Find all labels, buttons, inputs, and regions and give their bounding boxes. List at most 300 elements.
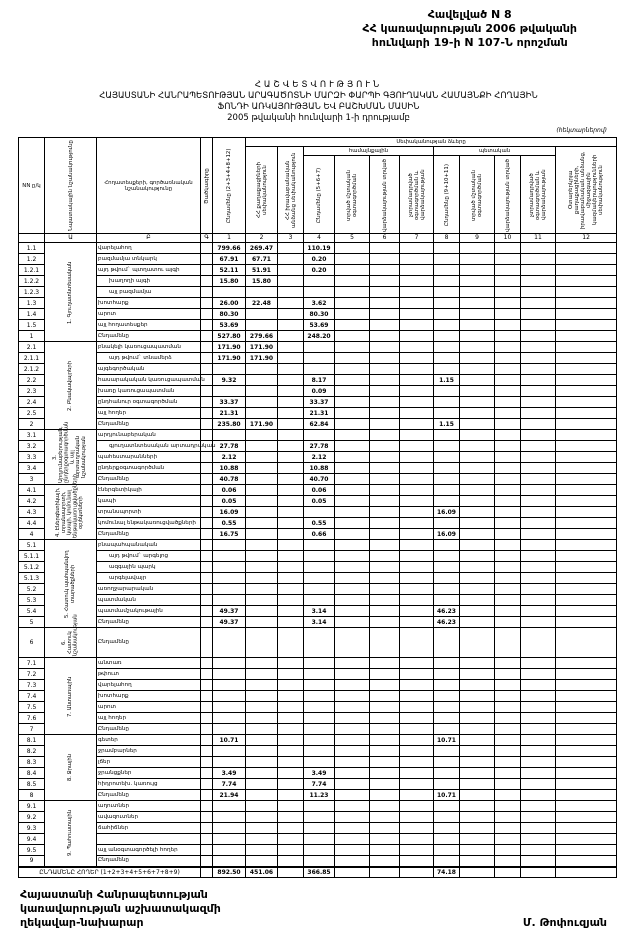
value-col-3	[278, 496, 304, 507]
value-col-2	[246, 823, 278, 834]
value-col-4	[304, 507, 335, 518]
value-col-10	[495, 628, 521, 658]
value-col-12	[556, 834, 617, 845]
value-col-10	[495, 386, 521, 397]
value-col-1	[213, 845, 246, 856]
value-col-5	[335, 724, 370, 735]
value-col-1	[213, 834, 246, 845]
value-col-12	[556, 430, 617, 441]
value-col-1	[213, 823, 246, 834]
value-col-12	[556, 463, 617, 474]
land-type-name	[97, 834, 201, 845]
table-row	[19, 768, 617, 779]
value-col-7	[400, 584, 434, 595]
value-col-2: 171.90	[246, 342, 278, 353]
value-col-9	[460, 276, 495, 287]
value-col-3	[278, 834, 304, 845]
land-type-name: անտառ	[97, 658, 201, 669]
value-col-10	[495, 364, 521, 375]
value-col-2	[246, 551, 278, 562]
row-number: 9.4	[19, 834, 45, 845]
value-col-8	[434, 768, 460, 779]
value-col-2	[246, 320, 278, 331]
value-col-7	[400, 779, 434, 790]
value-col-6	[370, 243, 400, 254]
value-col-2	[246, 658, 278, 669]
value-col-8	[434, 353, 460, 364]
value-col-9	[460, 735, 495, 746]
value-col-11	[521, 397, 556, 408]
value-col-8	[434, 658, 460, 669]
land-type-name: կոմունալ ենթակառուցվածքների	[97, 518, 201, 529]
value-col-8	[434, 298, 460, 309]
value-col-7	[400, 430, 434, 441]
value-col-3	[278, 713, 304, 724]
value-col-2: 15.80	[246, 276, 278, 287]
value-col-10	[495, 485, 521, 496]
value-col-3	[278, 845, 304, 856]
value-col-2: 171.90	[246, 353, 278, 364]
table-row	[19, 243, 617, 254]
table-row	[19, 298, 617, 309]
table-row	[19, 779, 617, 790]
value-col-5	[335, 397, 370, 408]
column-index	[19, 234, 45, 243]
title-line: ՀԱՅԱՍՏԱՆԻ ՀԱՆՐԱՊԵՏՈՒԹՅԱՆ ԱՐԱԳԱԾՈՏՆԻ ՄԱՐԶԻ ՓԱՐՊԻ ԳՅՈՒՂԱԿԱՆ ՀԱՄԱՅՆՔԻ ՀՈՂԱՅԻՆ	[99, 91, 538, 101]
value-col-1: 9.32	[213, 375, 246, 386]
value-col-8	[434, 757, 460, 768]
land-type-name: արդյունաբերական	[97, 430, 201, 441]
value-col-10	[495, 746, 521, 757]
value-col-11	[521, 243, 556, 254]
value-col-9	[460, 243, 495, 254]
value-col-8	[434, 628, 460, 658]
value-col-11	[521, 419, 556, 430]
value-col-3	[278, 779, 304, 790]
value-col-7	[400, 790, 434, 801]
value-col-4: 80.30	[304, 309, 335, 320]
land-type-name: Ընդամենը	[97, 331, 201, 342]
header-c2-text: ՀՀ քաղաքացիների սեփականություն	[255, 162, 268, 218]
value-col-11	[521, 507, 556, 518]
value-col-5	[335, 375, 370, 386]
code-cell	[201, 397, 213, 408]
value-col-10	[495, 691, 521, 702]
group-label	[45, 243, 97, 342]
value-col-1	[213, 812, 246, 823]
value-col-3	[278, 628, 304, 658]
value-col-10	[495, 595, 521, 606]
value-col-7	[400, 287, 434, 298]
value-col-8	[434, 573, 460, 584]
value-col-5	[335, 834, 370, 845]
value-col-1: 21.31	[213, 408, 246, 419]
group-label	[45, 658, 97, 735]
value-col-11	[521, 540, 556, 551]
value-col-6	[370, 452, 400, 463]
value-col-4	[304, 691, 335, 702]
header-ownership	[246, 138, 617, 147]
value-col-10	[495, 856, 521, 867]
code-cell	[201, 419, 213, 430]
value-col-2	[246, 845, 278, 856]
value-col-9	[460, 518, 495, 529]
row-number: 4	[19, 529, 45, 540]
header-c3	[278, 147, 304, 234]
value-col-11	[521, 518, 556, 529]
row-number: 7.4	[19, 691, 45, 702]
group-label-text: 7. Անտառային	[66, 675, 73, 717]
table-row	[19, 856, 617, 867]
value-col-1	[213, 680, 246, 691]
row-number: 7.3	[19, 680, 45, 691]
code-cell	[201, 691, 213, 702]
value-col-4: 33.37	[304, 397, 335, 408]
value-col-10	[495, 496, 521, 507]
value-col-1: 33.37	[213, 397, 246, 408]
value-col-2	[246, 507, 278, 518]
value-col-12	[556, 812, 617, 823]
value-col-6	[370, 441, 400, 452]
value-col-9	[460, 834, 495, 845]
value-col-4	[304, 757, 335, 768]
value-col-3	[278, 331, 304, 342]
row-number: 9.5	[19, 845, 45, 856]
value-col-10	[495, 243, 521, 254]
row-number: 4.3	[19, 507, 45, 518]
value-col-5	[335, 331, 370, 342]
value-col-4	[304, 735, 335, 746]
value-col-1: 527.80	[213, 331, 246, 342]
land-type-name: այլ անօգտագործելի հողեր	[97, 845, 201, 856]
column-index: 5	[335, 234, 370, 243]
column-index: Բ	[97, 234, 201, 243]
header-c11-text: չտրամադրված օգտագործման և վարձակալության	[529, 169, 547, 220]
value-col-4: 3.62	[304, 298, 335, 309]
value-col-6	[370, 724, 400, 735]
land-type-name: այգեգործական	[97, 364, 201, 375]
value-col-8: 16.09	[434, 507, 460, 518]
land-type-name: գյուղատնտեսական արտադրական	[97, 441, 201, 452]
value-col-7	[400, 845, 434, 856]
row-number: 8.4	[19, 768, 45, 779]
value-col-9	[460, 562, 495, 573]
table-row	[19, 735, 617, 746]
value-col-8	[434, 408, 460, 419]
header-c9-text: տրված մշտական օգտագործման	[471, 168, 483, 221]
value-col-6	[370, 812, 400, 823]
header-community-text: համայնքային	[348, 148, 389, 154]
table-row	[19, 628, 617, 658]
value-col-7	[400, 353, 434, 364]
land-type-name: Ընդամենը	[97, 628, 201, 658]
value-col-8	[434, 856, 460, 867]
value-col-2	[246, 584, 278, 595]
value-col-9	[460, 551, 495, 562]
value-col-9	[460, 691, 495, 702]
value-col-12	[556, 845, 617, 856]
column-index: 6	[370, 234, 400, 243]
value-col-6	[370, 658, 400, 669]
value-col-9	[460, 790, 495, 801]
value-col-10	[495, 573, 521, 584]
header-c6-text: վարձակալության տրված	[381, 157, 388, 232]
value-col-9	[460, 768, 495, 779]
value-col-9	[460, 364, 495, 375]
value-col-5	[335, 518, 370, 529]
value-col-12	[556, 691, 617, 702]
value-col-12	[556, 485, 617, 496]
value-col-11	[521, 364, 556, 375]
value-col-8	[434, 276, 460, 287]
value-col-6	[370, 779, 400, 790]
land-type-name: տրանսպորտի	[97, 507, 201, 518]
value-col-11	[521, 812, 556, 823]
value-col-10	[495, 276, 521, 287]
value-col-8: 46.23	[434, 617, 460, 628]
value-col-5	[335, 562, 370, 573]
value-col-8	[434, 342, 460, 353]
table-row	[19, 474, 617, 485]
value-col-5	[335, 691, 370, 702]
land-type-name: լճեր	[97, 757, 201, 768]
value-col-4	[304, 628, 335, 658]
value-col-1	[213, 746, 246, 757]
group-label-text: 5. Հատուկ պահպանվող տարածքների	[63, 549, 76, 618]
code-cell	[201, 584, 213, 595]
code-cell	[201, 680, 213, 691]
value-col-11	[521, 584, 556, 595]
header-c8	[434, 156, 460, 234]
value-col-3	[278, 823, 304, 834]
value-col-9	[460, 309, 495, 320]
value-col-8	[434, 845, 460, 856]
value-col-10	[495, 834, 521, 845]
value-col-6	[370, 342, 400, 353]
column-index: Գ	[201, 234, 213, 243]
total-col-3	[278, 867, 304, 878]
value-col-1: 7.74	[213, 779, 246, 790]
header-c12-text: Օտարերկրյա քաղաքացիների, իրավաբանական անձանց, միջազգային կազմակերպությունների սեփականություն	[568, 151, 605, 229]
value-col-8: 1.15	[434, 375, 460, 386]
value-col-9	[460, 680, 495, 691]
value-col-4: 7.74	[304, 779, 335, 790]
table-row	[19, 790, 617, 801]
value-col-11	[521, 617, 556, 628]
value-col-8	[434, 584, 460, 595]
land-type-name: Ընդամենը	[97, 724, 201, 735]
value-col-12	[556, 386, 617, 397]
row-number: 8.2	[19, 746, 45, 757]
value-col-5	[335, 779, 370, 790]
value-col-4	[304, 724, 335, 735]
value-col-1: 799.66	[213, 243, 246, 254]
value-col-10	[495, 529, 521, 540]
value-col-6	[370, 768, 400, 779]
value-col-11	[521, 375, 556, 386]
value-col-7	[400, 518, 434, 529]
row-number: 3	[19, 474, 45, 485]
value-col-8	[434, 474, 460, 485]
value-col-3	[278, 801, 304, 812]
value-col-6	[370, 856, 400, 867]
value-col-11	[521, 845, 556, 856]
value-col-1	[213, 386, 246, 397]
value-col-7	[400, 573, 434, 584]
value-col-5	[335, 801, 370, 812]
value-col-8	[434, 452, 460, 463]
column-index: 11	[521, 234, 556, 243]
value-col-6	[370, 419, 400, 430]
row-number: 5.1	[19, 540, 45, 551]
value-col-6	[370, 691, 400, 702]
value-col-5	[335, 757, 370, 768]
value-col-10	[495, 342, 521, 353]
group-label-text: 9. Պահուստային	[66, 810, 73, 857]
value-col-8	[434, 746, 460, 757]
table-row	[19, 691, 617, 702]
value-col-5	[335, 768, 370, 779]
value-col-4	[304, 801, 335, 812]
land-type-name: ճահիճներ	[97, 823, 201, 834]
row-number: 1.3	[19, 298, 45, 309]
land-type-name: պատմական	[97, 595, 201, 606]
value-col-11	[521, 606, 556, 617]
value-col-10	[495, 606, 521, 617]
table-row	[19, 287, 617, 298]
value-col-2	[246, 529, 278, 540]
code-cell	[201, 735, 213, 746]
value-col-9	[460, 441, 495, 452]
value-col-1	[213, 595, 246, 606]
value-col-2: 22.48	[246, 298, 278, 309]
value-col-1	[213, 287, 246, 298]
value-col-8	[434, 713, 460, 724]
value-col-11	[521, 790, 556, 801]
value-col-11	[521, 342, 556, 353]
row-number: 5.1.2	[19, 562, 45, 573]
value-col-12	[556, 518, 617, 529]
appendix-line: Հավելված N 8	[427, 8, 512, 21]
value-col-10	[495, 757, 521, 768]
header-c7	[400, 156, 434, 234]
land-type-name: կապի	[97, 496, 201, 507]
title-date: 2005 թվականի հունվարի 1-ի դրությամբ	[227, 113, 410, 123]
value-col-10	[495, 669, 521, 680]
value-col-3	[278, 298, 304, 309]
row-number: 3.2	[19, 441, 45, 452]
value-col-8: 10.71	[434, 790, 460, 801]
value-col-2	[246, 485, 278, 496]
value-col-9	[460, 658, 495, 669]
value-col-2	[246, 397, 278, 408]
value-col-9	[460, 724, 495, 735]
value-col-8	[434, 680, 460, 691]
value-col-1	[213, 573, 246, 584]
value-col-8	[434, 287, 460, 298]
code-cell	[201, 658, 213, 669]
value-col-7	[400, 551, 434, 562]
group-label	[45, 421, 97, 485]
table-row	[19, 724, 617, 735]
value-col-8	[434, 496, 460, 507]
value-col-5	[335, 298, 370, 309]
value-col-10	[495, 265, 521, 276]
value-col-5	[335, 507, 370, 518]
value-col-12	[556, 724, 617, 735]
value-col-2	[246, 669, 278, 680]
table-row	[19, 746, 617, 757]
value-col-6	[370, 331, 400, 342]
value-col-12	[556, 529, 617, 540]
value-col-2	[246, 768, 278, 779]
value-col-11	[521, 779, 556, 790]
value-col-7	[400, 801, 434, 812]
value-col-10	[495, 823, 521, 834]
value-col-3	[278, 507, 304, 518]
table-row	[19, 342, 617, 353]
header-c7-text: չտրամադրված օգտագործման և վարձակալության	[407, 169, 426, 220]
table-row	[19, 408, 617, 419]
land-type-name: բնապահպանական	[97, 540, 201, 551]
value-col-8	[434, 386, 460, 397]
value-col-12	[556, 562, 617, 573]
value-col-2: 269.47	[246, 243, 278, 254]
value-col-7	[400, 713, 434, 724]
value-col-4	[304, 276, 335, 287]
code-cell	[201, 606, 213, 617]
value-col-7	[400, 735, 434, 746]
header-c12	[556, 147, 617, 234]
value-col-9	[460, 713, 495, 724]
value-col-4: 0.05	[304, 496, 335, 507]
land-type-name: խոտհարք	[97, 691, 201, 702]
code-cell	[201, 551, 213, 562]
value-col-12	[556, 419, 617, 430]
value-col-4: 3.49	[304, 768, 335, 779]
row-number: 4.2	[19, 496, 45, 507]
group-label-text: 8. Ջրային	[66, 754, 73, 781]
row-number: 2.5	[19, 408, 45, 419]
value-col-9	[460, 779, 495, 790]
value-col-11	[521, 823, 556, 834]
code-cell	[201, 856, 213, 867]
code-cell	[201, 309, 213, 320]
land-type-name: այդ թվում` արգելոց	[97, 551, 201, 562]
value-col-10	[495, 397, 521, 408]
value-col-3	[278, 386, 304, 397]
value-col-1	[213, 562, 246, 573]
value-col-8	[434, 397, 460, 408]
value-col-2	[246, 691, 278, 702]
code-cell	[201, 790, 213, 801]
value-col-3	[278, 562, 304, 573]
table-row	[19, 463, 617, 474]
group-label	[45, 735, 97, 801]
value-col-3	[278, 397, 304, 408]
value-col-5	[335, 680, 370, 691]
value-col-12	[556, 658, 617, 669]
value-col-3	[278, 309, 304, 320]
column-index: 9	[460, 234, 495, 243]
code-cell	[201, 320, 213, 331]
value-col-10	[495, 353, 521, 364]
row-number: 3.3	[19, 452, 45, 463]
value-col-3	[278, 243, 304, 254]
value-col-9	[460, 702, 495, 713]
value-col-9	[460, 757, 495, 768]
value-col-12	[556, 757, 617, 768]
